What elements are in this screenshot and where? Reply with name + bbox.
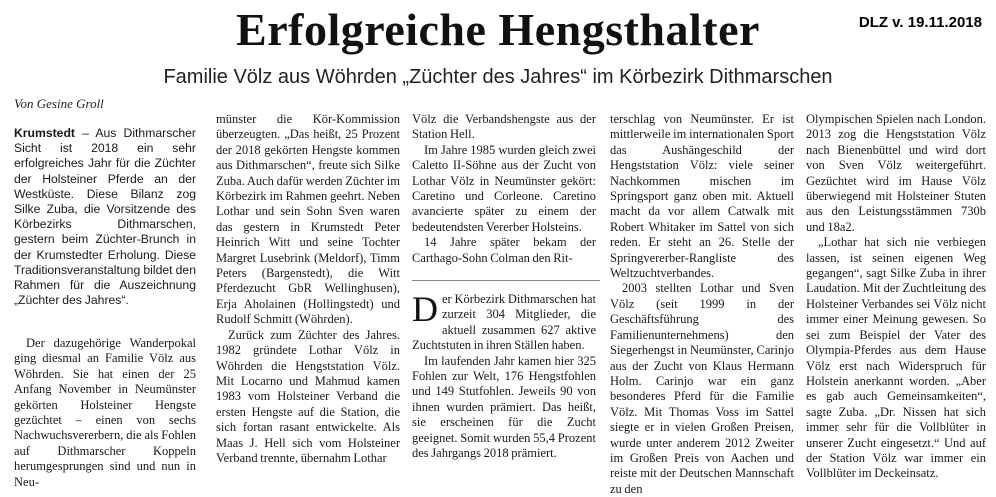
paragraph: „Lothar hat sich nie verbiegen lassen, ist seinen eigenen Weg gegangen“, sagt Silke Zuba in ihrer Laudation. Mit der Zuchtleitung des Holsteiner Verbandes sei Völz nicht immer einer Meinung gewesen. So sei zum Beispiel der Vater des Olympia-Pferdes aus dem Hause Völz erst nach Widerspruch für Holstein anerkannt worden. „Aber es gab auch Gemeinsamkeiten“, sagte Zuba. „Dr. Nissen hat sich immer sehr für die Vollblüter in unserer Zucht eingesetzt.“ Und auf der Station Völz war immer ein Vollblüter im Deckeinsatz. xyxy=(806,235,986,481)
paragraph: Im Jahre 1985 wurden gleich zwei Caletto II-Söhne aus der Zucht von Lothar Völz in Neumünster gekört: Caretino und Corleone. Caretino avancierte später zu einem der bedeutendsten Vererber Holsteins. xyxy=(412,142,596,234)
paragraph: Olympischen Spielen nach London. 2013 zog die Hengststation Völz nach Bienenbüttel und wird dort von Sven Völz weitergeführt. Gezüchtet wird im Hause Völz überwiegend mit Holsteiner Stuten aus den Leistungsstämmen 730b und 18a2. xyxy=(806,112,986,234)
column-5 xyxy=(806,112,986,482)
info-box-text: er Körbezirk Dithmarschen hat zurzeit 304 Mitglieder, die aktuell zusammen 627 aktive Zuchtstuten in ihren Ställen haben. xyxy=(412,292,596,353)
column-1 xyxy=(14,126,196,308)
column-4 xyxy=(610,112,794,497)
column-2 xyxy=(216,112,400,466)
paragraph: Der dazugehörige Wanderpokal ging diesmal an Familie Völz aus Wöhrden. Sie hat einen der 25 Anfang November in Neumünster gekörten Holsteiner Hengste gezüchtet – einen von sechs Nachwuchsvererbern, die als Fohlen auf Dithmarscher Koppeln herumgesprungen sind und nun in Neu- xyxy=(14,336,196,489)
paragraph: terschlag von Neumünster. Er ist mittlerweile im internationalen Sport das Aushängeschild der Hengststation Völz: viele seiner Nachkommen mischen im Springsport ganz oben mit. Aktuell macht da vor allem Catwalk mit Robert Whitaker im Sattel von sich reden. Er steht an 26. Stelle der Springvererber-Rangliste des Weltzuchtverbandes. xyxy=(610,112,794,281)
article-subheadline: Familie Völz aus Wöhrden „Züchter des Jahres“ im Körbezirk Dithmarschen xyxy=(163,66,833,88)
article-headline: Erfolgreiche Hengsthalter xyxy=(236,4,760,55)
paragraph: Völz die Verbandshengste aus der Station Hell. xyxy=(412,112,596,142)
paragraph: 14 Jahre später bekam der Carthago-Sohn Colman den Rit- xyxy=(412,235,596,265)
source-label: DLZ v. 19.11.2018 xyxy=(858,14,982,31)
intro-text: – Aus Dithmarscher Sicht ist 2018 ein sehr erfolgreiches Jahr für die Züchter der Holsteiner Pferde an der Westküste. Diese Bilanz zog Silke Zuba, die Vorsitzende des Körbezirks Dithmarschen, gestern beim Züchter-Brunch in der Krumstedter Erholung. Diese Traditionsveranstaltung bildet den Rahmen für die Auszeichnung „Züchter des Jahres“. xyxy=(14,126,196,308)
drop-cap: D xyxy=(412,289,438,329)
paragraph: 2003 stellten Lothar und Sven Völz (seit 1999 in der Geschäftsführung des Familienunternehmens) den Siegerhengst in Neumünster, Carinjo aus der Zucht von Klaus Hermann Holm. Carinjo war ein ganz besonderes Pferd für die Familie Völz. Mit Thomas Voss im Sattel siegte er in vielen Großen Preisen, wurde unter anderem 2012 Zweiter im Großen Preis von Aachen und reiste mit der Deutschen Mannschaft zu den xyxy=(610,281,794,496)
paragraph: Im laufenden Jahr kamen hier 325 Fohlen zur Welt, 176 Hengstfohlen und 149 Stutfohlen. Jeweils 90 von ihnen wurden prämiert. Das heißt, sie erscheinen für die Zucht geeignet. Somit wurden 55,4 Prozent des Jahrgangs 2018 prämiert. xyxy=(412,353,596,461)
paragraph: Zurück zum Züchter des Jahres. 1982 gründete Lothar Völz in Wöhrden die Hengststation Völz. Mit Locarno und Mahmud kamen 1983 vom Holsteiner Verband die ersten Hengste auf die Station, die sich fortan rasant entwickelte. Als Maas J. Hell sich vom Holsteiner Verband trennte, übernahm Lothar xyxy=(216,327,400,465)
intro-paragraph xyxy=(14,126,196,308)
dateline: Krumstedt xyxy=(14,126,75,140)
column-1-body xyxy=(14,336,196,490)
column-3 xyxy=(412,112,596,266)
byline: Von Gesine Groll xyxy=(14,96,104,111)
divider-rule xyxy=(412,280,600,281)
info-box-paragraph xyxy=(412,289,596,354)
info-box xyxy=(412,289,596,461)
paragraph: münster die Kör-Kommission überzeugten. „Das heißt, 25 Prozent der 2018 gekörten Hengste kommen aus Dithmarschen“, freute sich Silke Zuba. Auch dafür werden Züchter im Körbezirk im Rahmen geehrt. Neben Lothar und sein Sohn Sven waren das gestern in Krumstedt Peter Heinrich Witt und seine Tochter Margret Lusebrink (Meldorf), Timm Peters (Bargenstedt), die Witt Pferdezucht GbR Wellinghusen), Erja Aholainen (Hollingstedt) und Rudolf Schmitt (Wöhrden). xyxy=(216,112,400,327)
